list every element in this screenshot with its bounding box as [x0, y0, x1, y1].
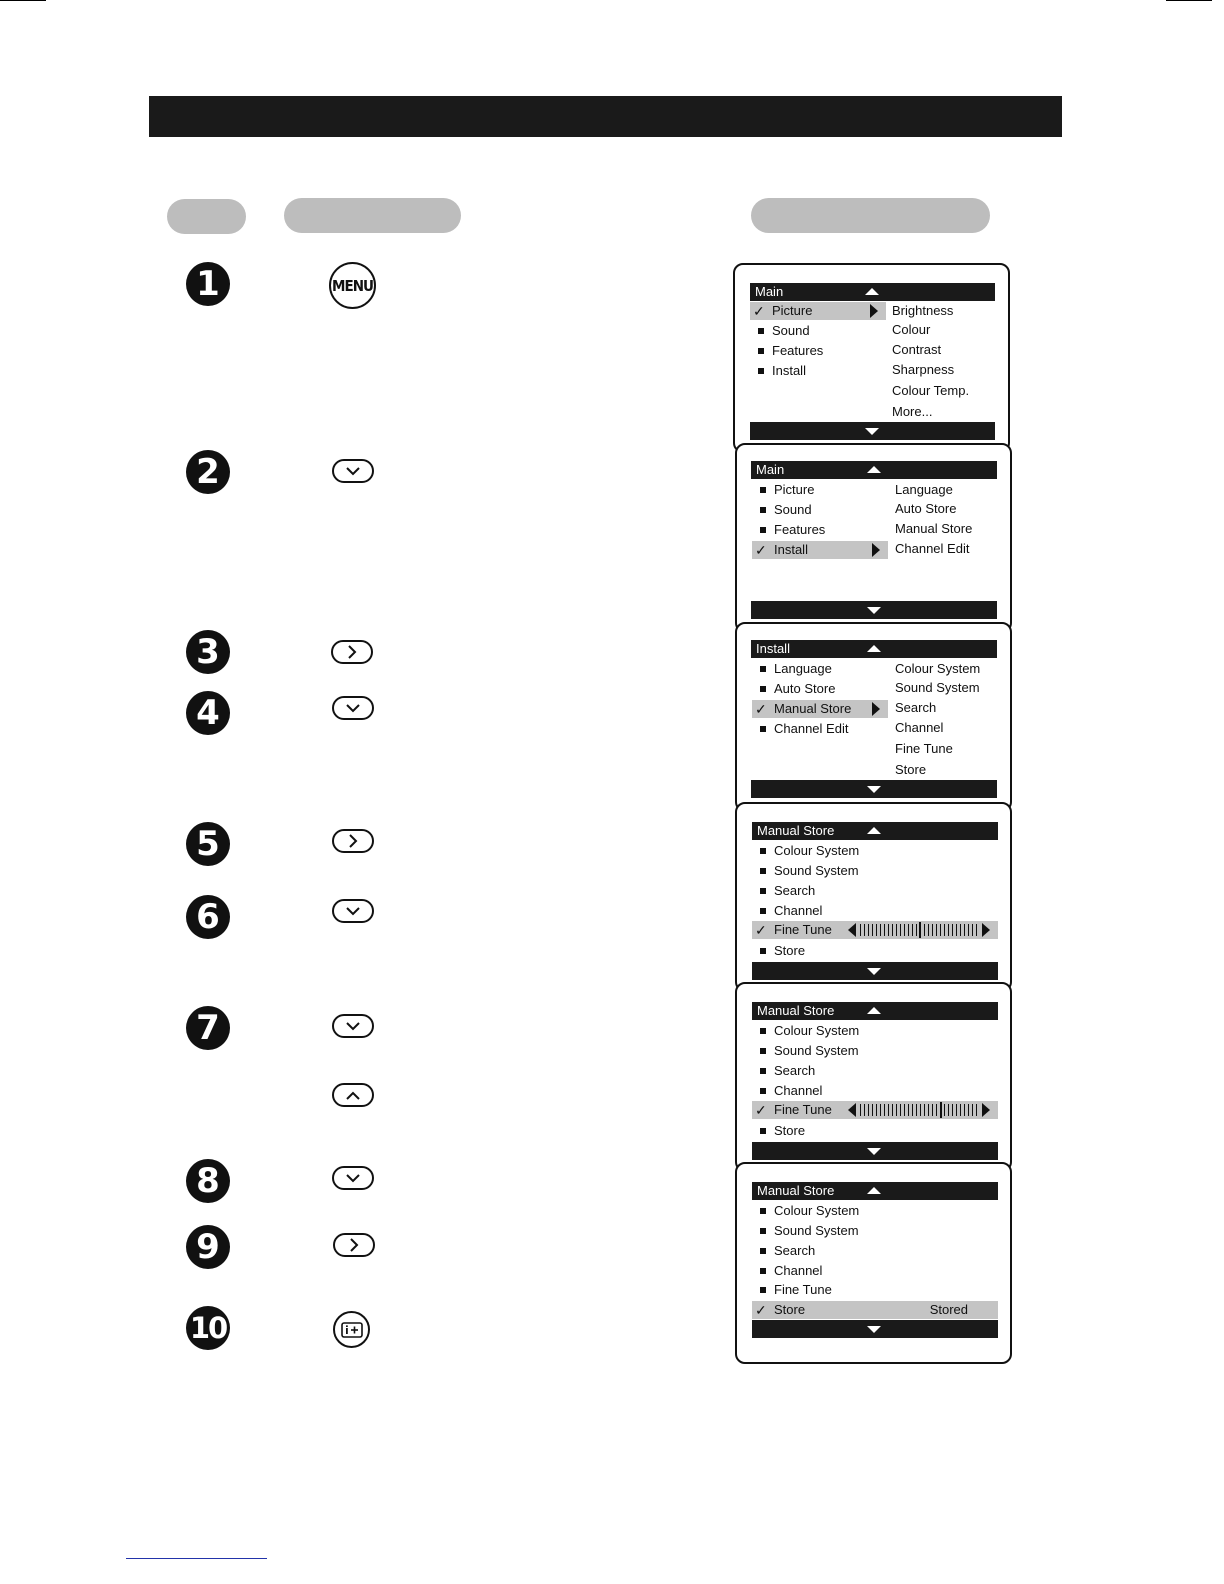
check-icon: ✓ [753, 303, 765, 319]
osd-screen-4 [735, 802, 1012, 992]
submenu-arrow-icon [872, 543, 880, 557]
step-number-6: 6 [186, 895, 230, 939]
bullet-icon [760, 1128, 766, 1134]
section-title-bar [149, 96, 1062, 137]
scroll-down-icon [867, 786, 881, 793]
osd-header-title: Manual Store [757, 1183, 835, 1198]
submenu-item: Store [895, 762, 927, 777]
scroll-up-icon [865, 288, 879, 295]
osd-footer [750, 422, 995, 440]
bullet-icon [760, 1048, 766, 1054]
bullet-icon [758, 348, 764, 354]
menu-item-fine-tune: Fine Tune [752, 1281, 998, 1299]
cursor-right-icon [331, 640, 373, 664]
osd-footer [752, 1142, 998, 1160]
scroll-up-icon [867, 1007, 881, 1014]
bullet-icon [758, 368, 764, 374]
osd-screen-6 [735, 1162, 1012, 1364]
osd-screen-1 [733, 263, 1010, 453]
check-icon: ✓ [755, 542, 767, 558]
scroll-up-icon [867, 466, 881, 473]
bullet-icon [760, 1248, 766, 1254]
scroll-down-icon [867, 968, 881, 975]
bullet-icon [760, 1228, 766, 1234]
scroll-up-icon [867, 645, 881, 652]
menu-item-sound-system: Sound System [752, 862, 998, 880]
cursor-down-icon [332, 1014, 374, 1038]
bullet-icon [760, 666, 766, 672]
osd-footer [751, 780, 997, 798]
scroll-down-icon [867, 607, 881, 614]
cursor-right-icon [333, 1233, 375, 1257]
bullet-icon [760, 908, 766, 914]
submenu-item: More... [892, 404, 933, 419]
crop-mark-right [1166, 0, 1212, 1]
slider-right-arrow-icon [982, 923, 990, 937]
bullet-icon [760, 1287, 766, 1293]
menu-button-icon [329, 262, 376, 309]
step-number-1: 1 [186, 262, 230, 306]
menu-item-channel: Channel [752, 1082, 998, 1100]
check-icon: ✓ [755, 1302, 767, 1318]
slider-left-arrow-icon [848, 923, 856, 937]
menu-item-manual-store: ✓ Manual Store [752, 700, 888, 718]
submenu-arrow-icon [872, 702, 880, 716]
bullet-icon [760, 1088, 766, 1094]
osd-header-title: Manual Store [757, 1003, 835, 1018]
menu-item-fine-tune: ✓ Fine Tune [752, 921, 998, 939]
osd-header-title: Manual Store [757, 823, 835, 838]
step-number-3: 3 [186, 630, 230, 674]
step-number-7: 7 [186, 1006, 230, 1050]
crop-mark-left [0, 0, 46, 1]
submenu-item: Colour [892, 322, 931, 337]
menu-item-language: Language [752, 660, 888, 678]
footer-link-underline [126, 1558, 267, 1559]
bullet-icon [760, 487, 766, 493]
submenu-item: Channel [895, 720, 944, 735]
osd-header [752, 1002, 998, 1020]
menu-item-picture: ✓ Picture [750, 302, 886, 320]
menu-item-search: Search [752, 1242, 998, 1260]
bullet-icon [760, 1068, 766, 1074]
step-number-4: 4 [186, 691, 230, 735]
menu-item-channel: Channel [752, 1262, 998, 1280]
bullet-icon [760, 948, 766, 954]
menu-item-install: Install [750, 362, 886, 380]
menu-item-store: ✓ Store Stored [752, 1301, 998, 1319]
submenu-item: Manual Store [895, 521, 973, 536]
menu-item-picture: Picture [752, 481, 888, 499]
menu-item-channel: Channel [752, 902, 998, 920]
osd-screen-5 [735, 982, 1012, 1172]
submenu-arrow-icon [870, 304, 878, 318]
slider-left-arrow-icon [848, 1103, 856, 1117]
cursor-down-icon [332, 696, 374, 720]
osd-header-title: Install [756, 641, 790, 656]
check-icon: ✓ [755, 701, 767, 717]
bullet-icon [760, 1268, 766, 1274]
submenu-item: Sharpness [892, 362, 955, 377]
step-number-9: 9 [186, 1225, 230, 1269]
slider-right-arrow-icon [982, 1103, 990, 1117]
osd-header [752, 1182, 998, 1200]
osd-header [752, 822, 998, 840]
fine-tune-slider-marker [919, 922, 921, 938]
menu-item-sound-system: Sound System [752, 1222, 998, 1240]
step-number-5: 5 [186, 822, 230, 866]
step-number-2: 2 [186, 450, 230, 494]
menu-item-search: Search [752, 1062, 998, 1080]
submenu-item: Channel Edit [895, 541, 970, 556]
menu-item-store: Store [752, 1122, 998, 1140]
bullet-icon [758, 328, 764, 334]
menu-item-store: Store [752, 942, 998, 960]
osd-footer [751, 601, 997, 619]
store-status: Stored [929, 1302, 968, 1317]
cursor-right-icon [332, 829, 374, 853]
check-icon: ✓ [755, 922, 767, 938]
bullet-icon [760, 1208, 766, 1214]
osd-header [751, 640, 997, 658]
osd-header-title: Main [755, 284, 784, 299]
menu-item-sound-system: Sound System [752, 1042, 998, 1060]
submenu-item: Colour Temp. [892, 383, 970, 398]
check-icon: ✓ [755, 1102, 767, 1118]
submenu-item: Sound System [895, 680, 980, 695]
menu-button-label: MENU [332, 276, 373, 295]
menu-item-auto-store: Auto Store [752, 680, 888, 698]
menu-item-features: Features [750, 342, 886, 360]
submenu-item: Brightness [892, 303, 954, 318]
menu-item-colour-system: Colour System [752, 1022, 998, 1040]
cursor-down-icon [332, 1166, 374, 1190]
submenu-item: Search [895, 700, 937, 715]
bullet-icon [760, 686, 766, 692]
result-column-heading [751, 198, 990, 233]
info-plus-icon [333, 1311, 370, 1348]
cursor-down-icon [332, 459, 374, 483]
submenu-item: Colour System [895, 661, 981, 676]
menu-item-features: Features [752, 521, 888, 539]
cursor-down-icon [332, 899, 374, 923]
menu-item-sound: Sound [752, 501, 888, 519]
osd-footer [752, 962, 998, 980]
cursor-up-icon [332, 1083, 374, 1107]
bullet-icon [760, 888, 766, 894]
scroll-down-icon [867, 1326, 881, 1333]
fine-tune-slider-marker [940, 1102, 942, 1118]
bullet-icon [760, 1028, 766, 1034]
step-number-10: 10 [186, 1306, 230, 1350]
menu-item-channel-edit: Channel Edit [752, 720, 888, 738]
step-number-8: 8 [186, 1159, 230, 1203]
submenu-item: Language [895, 482, 953, 497]
scroll-up-icon [867, 827, 881, 834]
scroll-down-icon [867, 1148, 881, 1155]
bullet-icon [760, 507, 766, 513]
menu-item-fine-tune: ✓ Fine Tune [752, 1101, 998, 1119]
scroll-up-icon [867, 1187, 881, 1194]
press-column-heading [284, 198, 461, 233]
submenu-item: Contrast [892, 342, 942, 357]
bullet-icon [760, 868, 766, 874]
bullet-icon [760, 848, 766, 854]
bullet-icon [760, 726, 766, 732]
menu-item-sound: Sound [750, 322, 886, 340]
bullet-icon [760, 527, 766, 533]
step-column-heading [167, 199, 246, 234]
osd-screen-2 [735, 443, 1012, 633]
menu-item-colour-system: Colour System [752, 1202, 998, 1220]
osd-header [750, 283, 995, 301]
submenu-item: Auto Store [895, 501, 957, 516]
osd-footer [752, 1320, 998, 1338]
osd-header-title: Main [756, 462, 785, 477]
submenu-item: Fine Tune [895, 741, 953, 756]
osd-header [751, 461, 997, 479]
menu-item-search: Search [752, 882, 998, 900]
osd-screen-3 [735, 622, 1012, 812]
fine-tune-slider [860, 1104, 978, 1116]
scroll-down-icon [865, 428, 879, 435]
menu-item-install: ✓ Install [752, 541, 888, 559]
menu-item-colour-system: Colour System [752, 842, 998, 860]
